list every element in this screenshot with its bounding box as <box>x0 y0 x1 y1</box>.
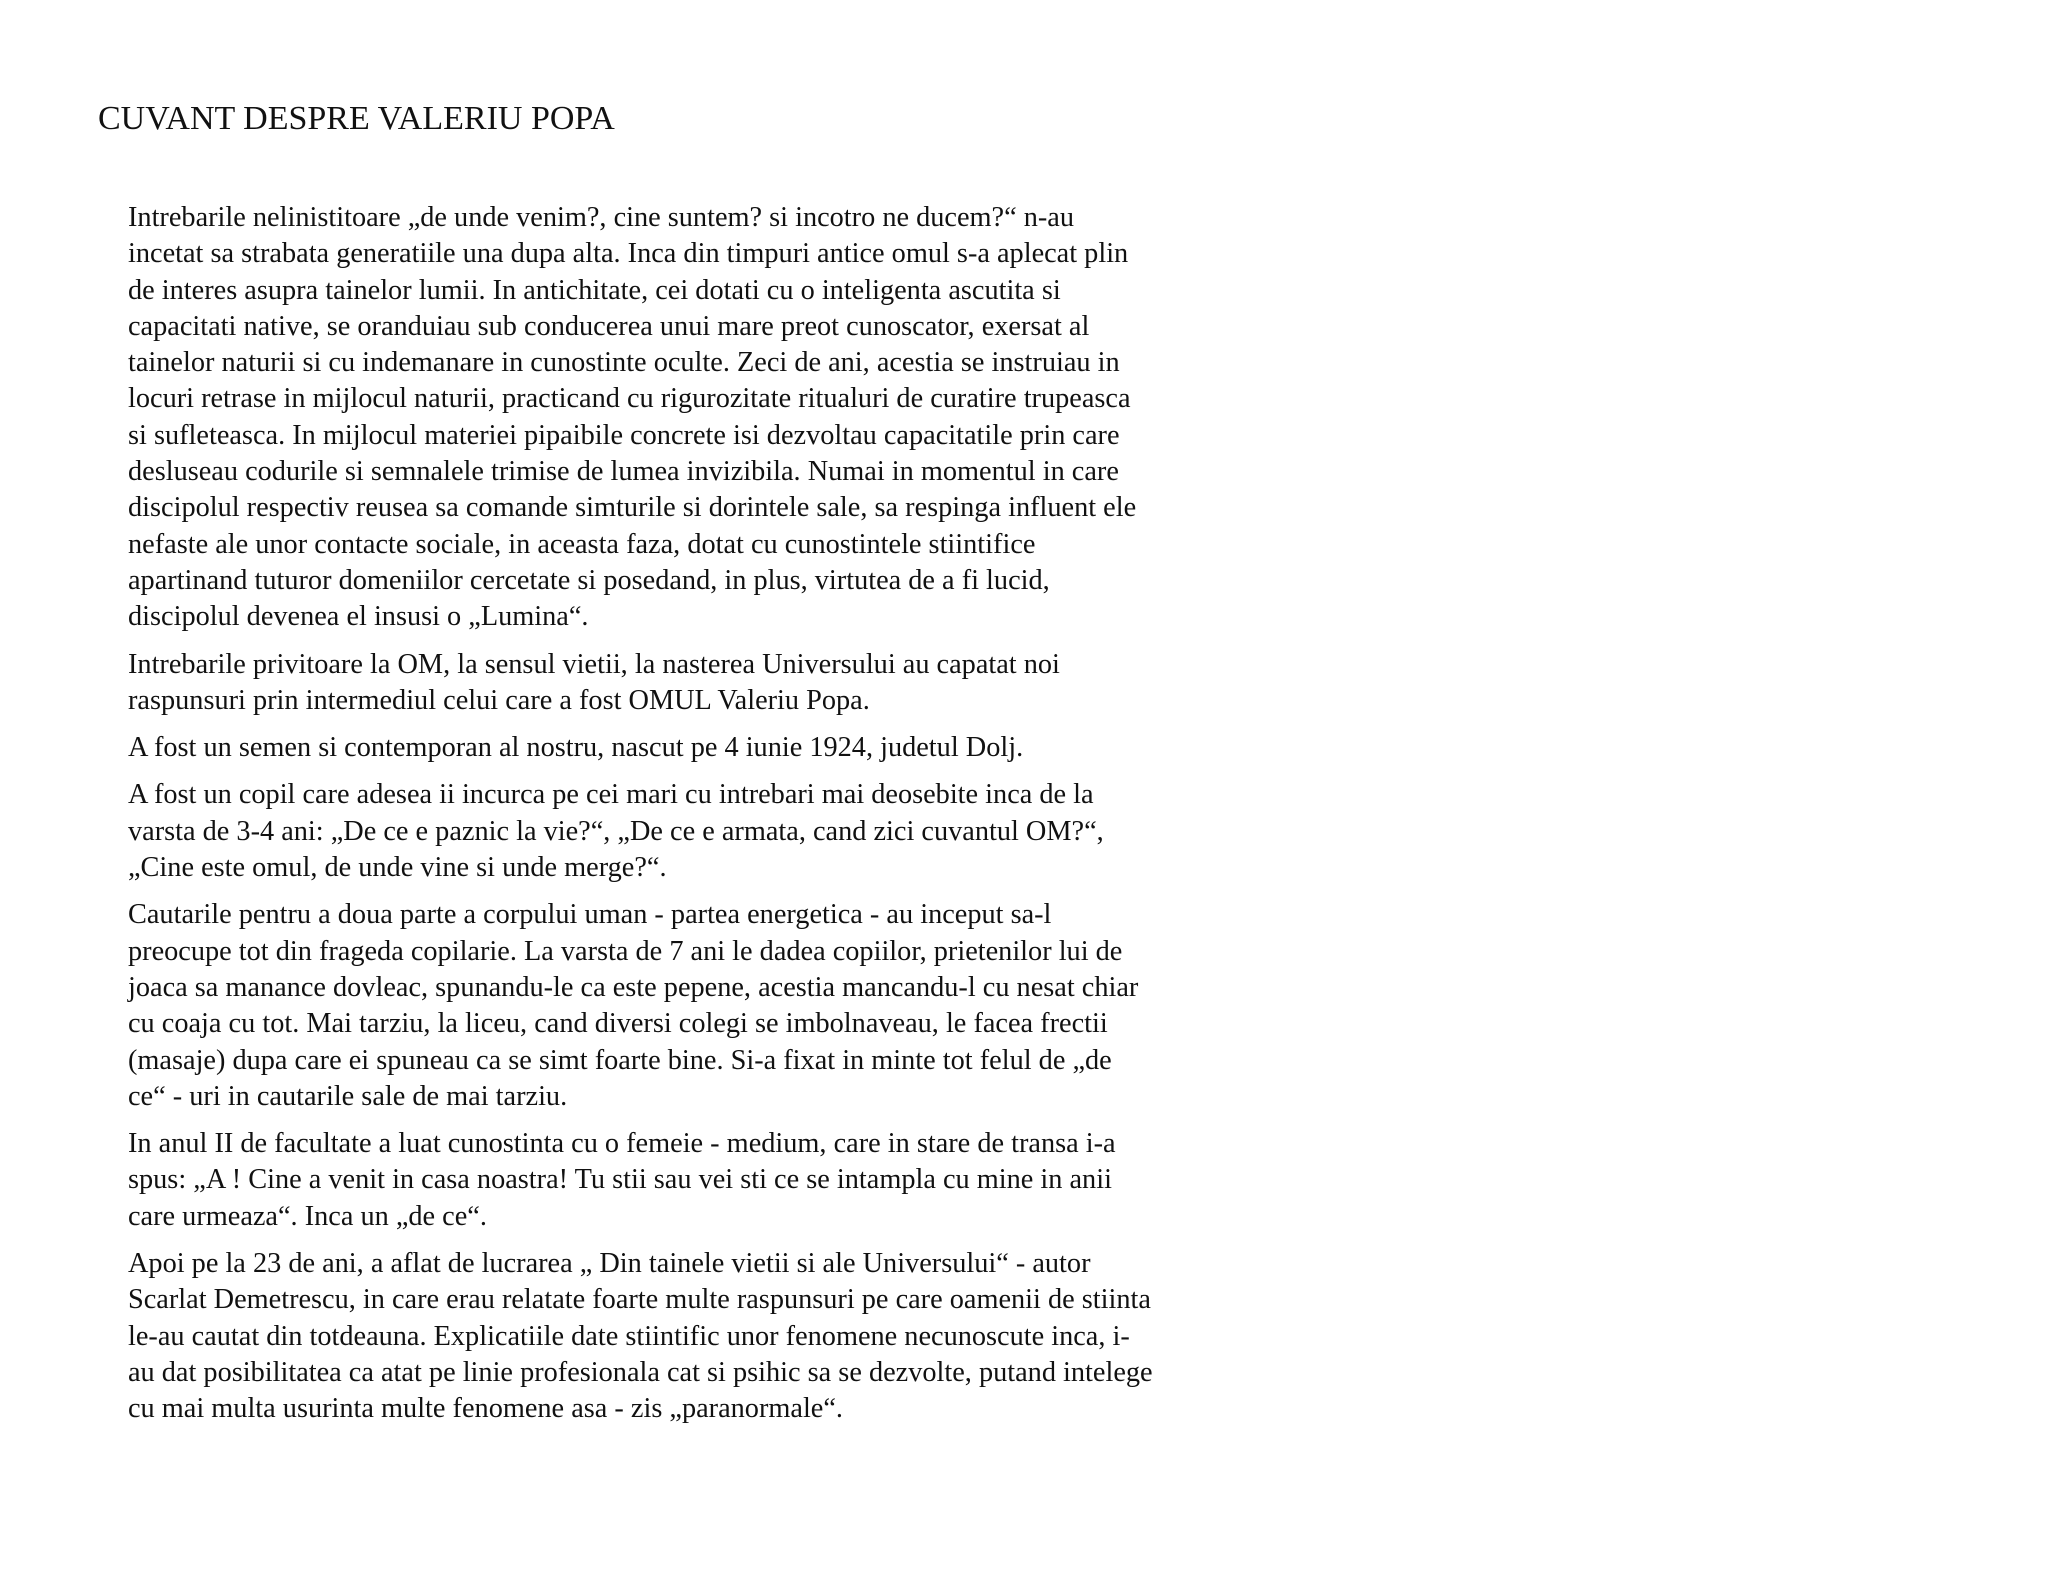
paragraph-line: raspunsuri prin intermediul celui care a fost OMUL Valeriu Popa. <box>128 684 870 716</box>
paragraph-line: cu coaja cu tot. Mai tarziu, la liceu, cand diversi colegi se imbolnaveau, le facea frectii <box>128 1008 1108 1040</box>
paragraph-line: Intrebarile nelinistitoare „de unde venim?, cine suntem? si incotro ne ducem?“ n-au <box>128 202 1074 233</box>
paragraph-line: locuri retrase in mijlocul naturii, practicand cu rigurozitate ritualuri de curatire trupeasca <box>128 383 1131 415</box>
paragraph-line: (masaje) dupa care ei spuneau ca se simt foarte bine. Si-a fixat in minte tot felul de „de <box>128 1044 1112 1076</box>
paragraph-line: care urmeaza“. Inca un „de ce“. <box>128 1200 487 1232</box>
paragraph-6 <box>128 1126 1278 1235</box>
paragraph-7 <box>128 1246 1278 1427</box>
paragraph-line: de interes asupra tainelor lumii. In antichitate, cei dotati cu o inteligenta ascutita si <box>128 274 1061 306</box>
paragraph-line: Cautarile pentru a doua parte a corpului uman - partea energetica - au inceput sa-l <box>128 899 1052 931</box>
paragraph-4 <box>128 777 1278 886</box>
paragraph-line: Apoi pe la 23 de ani, a aflat de lucrarea „ Din tainele vietii si ale Universului“ - autor <box>128 1248 1091 1280</box>
paragraph-line: desluseau codurile si semnalele trimise de lumea invizibila. Numai in momentul in care <box>128 456 1119 488</box>
paragraph-line: au dat posibilitatea ca atat pe linie profesionala cat si psihic sa se dezvolte, putand intelege <box>128 1356 1153 1388</box>
paragraph-line: si sufleteasca. In mijlocul materiei pipaibile concrete isi dezvoltau capacitatile prin care <box>128 419 1120 451</box>
paragraph-line: varsta de 3-4 ani: „De ce e paznic la vie?“, „De ce e armata, cand zici cuvantul OM?“, <box>128 815 1104 847</box>
paragraph-line: joaca sa manance dovleac, spunandu-le ca este pepene, acestia mancandu-l cu nesat chiar <box>128 971 1139 1003</box>
paragraph-5 <box>128 897 1278 1115</box>
paragraph-line: discipolul respectiv reusea sa comande simturile si dorintele sale, sa respinga influent ele <box>128 492 1137 524</box>
paragraph-2 <box>128 647 1278 720</box>
paragraph-line: Intrebarile privitoare la OM, la sensul vietii, la nasterea Universului au capatat noi <box>128 648 1060 680</box>
paragraph-line: Scarlat Demetrescu, in care erau relatate foarte multe raspunsuri pe care oamenii de stiinta <box>128 1284 1151 1316</box>
paragraph-line: discipolul devenea el insusi o „Lumina“. <box>128 601 589 633</box>
paragraph-line: tainelor naturii si cu indemanare in cunostinte oculte. Zeci de ani, acestia se instruiau in <box>128 347 1120 379</box>
document-body <box>128 200 1278 1439</box>
paragraph-line: A fost un semen si contemporan al nostru, nascut pe 4 iunie 1924, judetul Dolj. <box>128 732 1024 764</box>
paragraph-line: preocupe tot din frageda copilarie. La varsta de 7 ani le dadea copiilor, prietenilor lui de <box>128 935 1123 967</box>
document-title: CUVANT DESPRE VALERIU POPA <box>98 100 615 137</box>
paragraph-line: incetat sa strabata generatiile una dupa alta. Inca din timpuri antice omul s-a aplecat plin <box>128 238 1129 270</box>
paragraph-line: ce“ - uri in cautarile sale de mai tarziu. <box>128 1080 568 1112</box>
paragraph-3 <box>128 730 1278 766</box>
paragraph-line: A fost un copil care adesea ii incurca pe cei mari cu intrebari mai deosebite inca de la <box>128 779 1094 811</box>
paragraph-line: spus: „A ! Cine a venit in casa noastra! Tu stii sau vei sti ce se intampla cu mine in anii <box>128 1164 1112 1196</box>
paragraph-line: „Cine este omul, de unde vine si unde merge?“. <box>128 852 667 884</box>
paragraph-line: capacitati native, se oranduiau sub conducerea unui mare preot cunoscator, exersat al <box>128 310 1090 342</box>
paragraph-1 <box>128 200 1278 636</box>
paragraph-line: cu mai multa usurinta multe fenomene asa - zis „paranormale“. <box>128 1393 843 1425</box>
paragraph-line: In anul II de facultate a luat cunostinta cu o femeie - medium, care in stare de transa i-a <box>128 1128 1116 1160</box>
paragraph-line: le-au cautat din totdeauna. Explicatiile date stiintific unor fenomene necunoscute inca, i- <box>128 1320 1130 1352</box>
paragraph-line: nefaste ale unor contacte sociale, in aceasta faza, dotat cu cunostintele stiintifice <box>128 528 1036 560</box>
paragraph-line: apartinand tuturor domeniilor cercetate si posedand, in plus, virtutea de a fi lucid, <box>128 564 1050 596</box>
